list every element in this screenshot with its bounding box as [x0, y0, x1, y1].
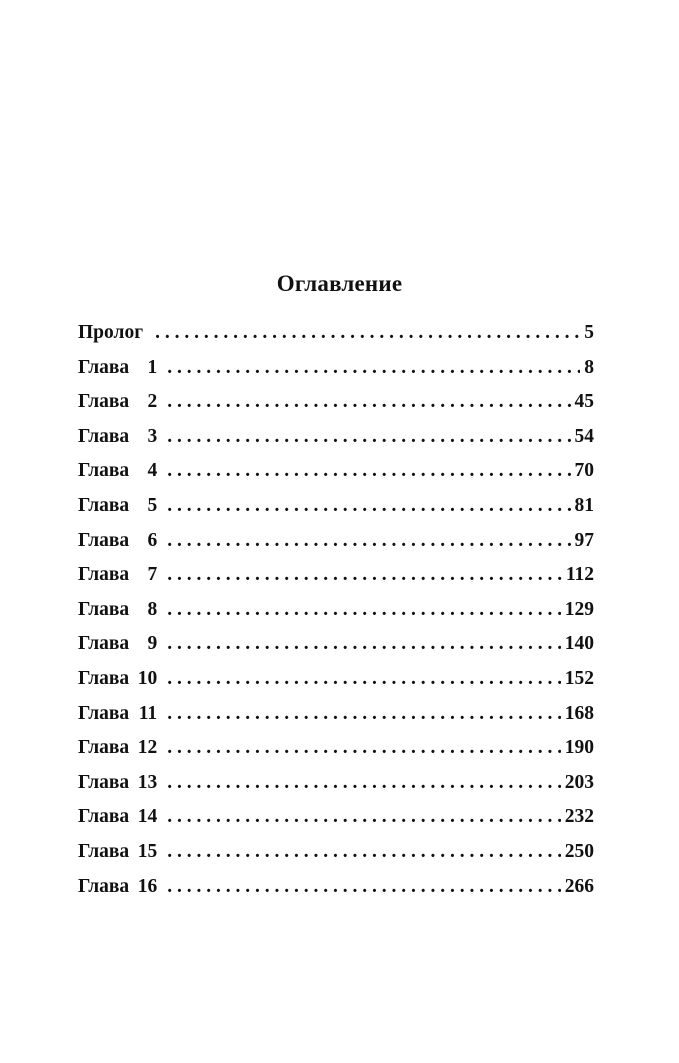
- toc-entry-number: 12: [137, 737, 158, 759]
- toc-entry-title: Глава: [78, 460, 130, 482]
- dot-leader: [167, 385, 570, 420]
- toc-entry-title: Глава: [78, 598, 130, 620]
- toc-entry-number: 6: [147, 529, 158, 551]
- dot-leader: [167, 731, 561, 766]
- toc-entry-label: [78, 662, 157, 697]
- toc-entry-page: 190: [564, 737, 594, 759]
- toc-entry-title: Глава: [78, 529, 130, 551]
- toc-entry-page: 129: [564, 598, 594, 620]
- toc-entry-page: 140: [564, 633, 594, 655]
- toc-entry-label: [78, 593, 157, 628]
- toc-entry-label: [78, 558, 157, 593]
- toc-entry-chapter-12[interactable]: [78, 731, 594, 766]
- dot-leader: [167, 662, 561, 697]
- toc-entry-page: 232: [564, 806, 594, 828]
- toc-entry-chapter-10[interactable]: [78, 662, 594, 697]
- toc-entry-label: [78, 731, 157, 766]
- toc-entry-page: 70: [574, 460, 594, 482]
- toc-entry-chapter-1[interactable]: [78, 351, 594, 386]
- toc-entry-title: Глава: [78, 633, 130, 655]
- toc-entry-title: Глава: [78, 806, 130, 828]
- toc-entry-label: [78, 835, 157, 870]
- toc-entry-number: 1: [147, 356, 158, 378]
- toc-entry-chapter-8[interactable]: [78, 593, 594, 628]
- toc-entry-chapter-9[interactable]: [78, 627, 594, 662]
- toc-entry-number: 16: [137, 875, 158, 897]
- toc-entry-chapter-15[interactable]: [78, 835, 594, 870]
- toc-entry-number: 13: [137, 771, 158, 793]
- dot-leader: [167, 835, 561, 870]
- dot-leader: [155, 316, 580, 351]
- toc-entry-title: Глава: [78, 875, 130, 897]
- toc-entry-number: 4: [147, 460, 158, 482]
- dot-leader: [167, 627, 561, 662]
- toc-entry-title: Глава: [78, 425, 130, 447]
- dot-leader: [167, 593, 561, 628]
- toc-entry-title: Глава: [78, 840, 130, 862]
- toc-entry-chapter-5[interactable]: [78, 489, 594, 524]
- dot-leader: [167, 524, 570, 559]
- toc-entry-number: 5: [147, 494, 158, 516]
- toc-entry-number: 7: [147, 564, 158, 586]
- toc-entry-page: 8: [584, 356, 594, 378]
- toc-entry-title: Глава: [78, 564, 130, 586]
- toc-entry-number: 9: [147, 633, 158, 655]
- toc-entry-page: 81: [574, 494, 594, 516]
- toc-entry-label: [78, 766, 157, 801]
- toc-entry-page: 54: [574, 425, 594, 447]
- toc-entry-page: 266: [564, 875, 594, 897]
- toc-entry-page: 168: [564, 702, 594, 724]
- dot-leader: [167, 766, 561, 801]
- toc-entry-chapter-7[interactable]: [78, 558, 594, 593]
- toc-entry-title: Глава: [78, 702, 130, 724]
- toc-entry-label: [78, 524, 157, 559]
- toc-entry-page: 250: [564, 840, 594, 862]
- toc-entry-page: 5: [584, 322, 594, 343]
- toc-entry-label: [78, 489, 157, 524]
- toc-entry-label: [78, 316, 143, 351]
- toc-entry-prologue[interactable]: [78, 316, 594, 351]
- dot-leader: [167, 454, 570, 489]
- toc-entry-label: [78, 870, 157, 905]
- toc-entry-page: 112: [565, 564, 594, 586]
- toc-entry-title: Глава: [78, 737, 130, 759]
- toc-entry-title: Глава: [78, 356, 130, 378]
- toc-entry-page: 152: [564, 667, 594, 689]
- toc-entry-label: [78, 697, 157, 732]
- toc-entry-chapter-16[interactable]: [78, 870, 594, 905]
- toc-entry-chapter-4[interactable]: [78, 454, 594, 489]
- table-of-contents: [78, 316, 594, 904]
- toc-entry-number: 8: [147, 598, 158, 620]
- toc-entry-chapter-11[interactable]: [78, 697, 594, 732]
- toc-entry-number: 11: [138, 702, 158, 724]
- dot-leader: [167, 420, 570, 455]
- toc-entry-page: 97: [574, 529, 594, 551]
- toc-entry-title: Глава: [78, 494, 130, 516]
- toc-entry-label: [78, 351, 157, 386]
- dot-leader: [167, 489, 570, 524]
- toc-entry-title: Глава: [78, 667, 130, 689]
- dot-leader: [167, 697, 561, 732]
- page-title: Оглавление: [276, 271, 403, 296]
- dot-leader: [167, 351, 580, 386]
- toc-entry-title: Пролог: [78, 322, 144, 343]
- toc-entry-chapter-3[interactable]: [78, 420, 594, 455]
- toc-entry-number: 3: [147, 425, 158, 447]
- toc-entry-number: 15: [137, 840, 158, 862]
- toc-entry-number: 10: [137, 667, 158, 689]
- toc-entry-title: Глава: [78, 391, 130, 413]
- toc-entry-title: Глава: [78, 771, 130, 793]
- toc-entry-page: 45: [574, 391, 594, 413]
- toc-entry-number: 2: [147, 391, 158, 413]
- dot-leader: [167, 800, 561, 835]
- toc-entry-chapter-13[interactable]: [78, 766, 594, 801]
- toc-entry-chapter-2[interactable]: [78, 385, 594, 420]
- dot-leader: [167, 558, 562, 593]
- toc-entry-label: [78, 420, 157, 455]
- toc-entry-label: [78, 385, 157, 420]
- toc-entry-label: [78, 627, 157, 662]
- toc-entry-chapter-14[interactable]: [78, 800, 594, 835]
- toc-entry-page: 203: [564, 771, 594, 793]
- toc-entry-number: 14: [137, 806, 158, 828]
- dot-leader: [167, 870, 561, 905]
- toc-entry-chapter-6[interactable]: [78, 524, 594, 559]
- toc-entry-label: [78, 800, 157, 835]
- toc-entry-label: [78, 454, 157, 489]
